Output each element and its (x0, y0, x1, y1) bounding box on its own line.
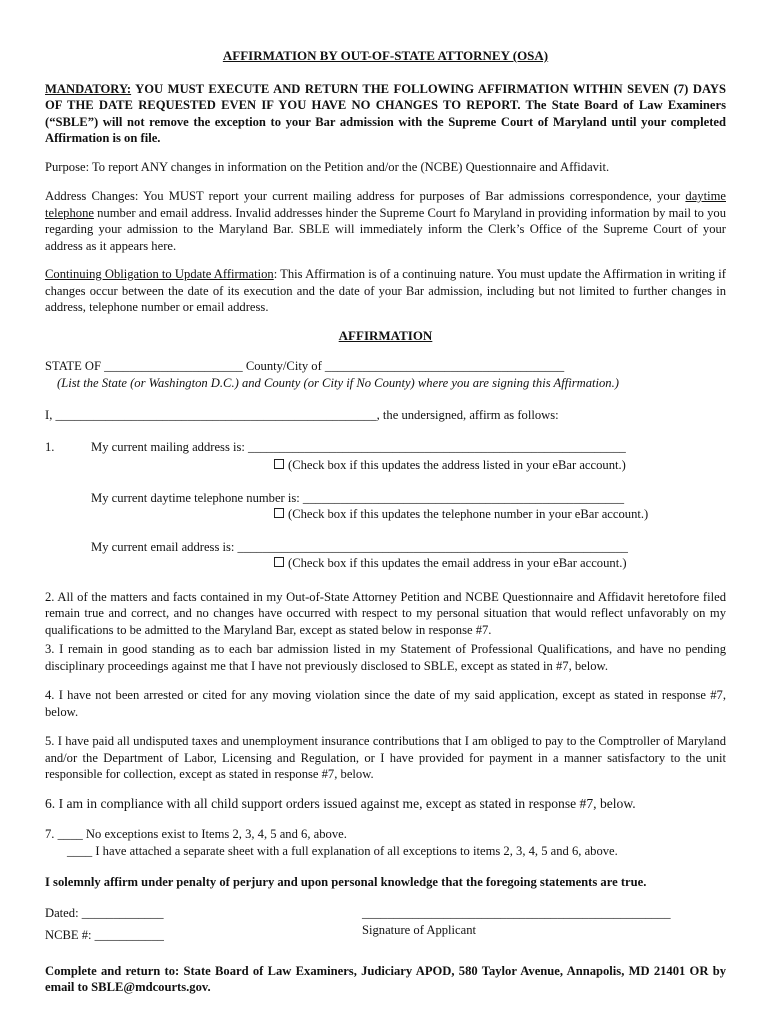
item-3-text: 3. I remain in good standing as to each bar admission listed in my Statement of Professional Qualifications, and have no pending disciplinary proceedings against me that I have not previously disclosed to SBLE, except as stated in #7, below. (45, 642, 726, 673)
mandatory-text: YOU MUST EXECUTE AND RETURN THE FOLLOWING AFFIRMATION WITHIN SEVEN (7) DAYS OF THE DATE REQUESTED EVEN IF YOU HAVE NO CHANGES TO REPORT. The State Board of Law Examiners (“SBLE”) will not remove the exception to your Bar admission with the Supreme Court of Maryland until your completed Affirmation is on file. (45, 81, 726, 145)
address-changes-text (45, 188, 726, 254)
state-county-line[interactable]: STATE OF ______________________ County/City of ______________________________________ (45, 359, 565, 373)
phone-update-checkbox[interactable] (274, 508, 284, 518)
item-2-text: 2. All of the matters and facts contained in my Out-of-State Attorney Petition and NCBE Questionnaire and Affidavit heretofore filed remain true and correct, and no changes have occurred with respect to my personal situation that would reflect unfavorably on my qualifications to be admitted to the Maryland Bar, except as stated below in response #7. (45, 589, 726, 637)
signature-line[interactable]: _________________________________________________ (362, 905, 671, 920)
mailing-check-row (45, 457, 726, 474)
address-changes-underlined: daytime telephone (45, 189, 726, 220)
continuing-obligation-text (45, 266, 726, 316)
item-4-text: 4. I have not been arrested or cited for any moving violation since the date of my said application, except as stated in response #7, below. (45, 688, 726, 719)
ncbe-number-field[interactable]: NCBE #: ___________ (45, 927, 164, 942)
email-update-checkbox[interactable] (274, 557, 284, 567)
continuing-label: Continuing Obligation to Update Affirmation (45, 267, 274, 281)
solemn-affirmation: I solemnly affirm under penalty of perjury and upon personal knowledge that the foregoing statements are true. (45, 875, 647, 889)
mailing-update-checkbox[interactable] (274, 459, 284, 469)
phone-check-row (45, 506, 726, 523)
item-5-text: 5. I have paid all undisputed taxes and unemployment insurance contributions that I am obliged to pay to the Comptroller of Maryland and/or the Department of Labor, Licensing and Regulation, or I have provided for payment in a manner satisfactory to the unit responsible for collection, except as stated in response #7, below. (45, 734, 726, 781)
mailing-address-field[interactable]: My current mailing address is: ____________________________________________________________ (91, 439, 626, 454)
item-7-no-exceptions[interactable]: 7. ____ No exceptions exist to Items 2, 3, 4, 5 and 6, above. (45, 827, 347, 841)
address-changes-after: number and email address. Invalid addresses hinder the Supreme Court fo Maryland in providing information by mail to you regarding your admission to the Maryland Bar. SBLE will immediately inform the Clerk’s Office of the Supreme Court of your address as it appears here. (45, 205, 726, 253)
purpose-text: Purpose: To report ANY changes in information on the Petition and/or the (NCBE) Questionnaire and Affidavit. (45, 159, 610, 174)
mandatory-label: MANDATORY: (45, 81, 132, 96)
item-1-number: 1. (45, 439, 55, 454)
mandatory-notice (45, 81, 726, 147)
continuing-body: : This Affirmation is of a continuing nature. You must update the Affirmation in writing if changes occur between the date of its execution and the date of your Bar admission, including but not limited to further changes in address, telephone number or email address. (45, 267, 726, 314)
return-instructions: Complete and return to: State Board of Law Examiners, Judiciary APOD, 580 Taylor Avenue, Annapolis, MD 21401 OR by email to SBLE@mdcourts.gov. (45, 963, 726, 994)
item-7-attached-sheet[interactable]: ____ I have attached a separate sheet with a full explanation of all exceptions to items 2, 3, 4, 5 and 6, above. (67, 843, 618, 858)
item-1-mailing (45, 439, 726, 456)
phone-field[interactable]: My current daytime telephone number is: ___________________________________________________ (91, 490, 625, 505)
affirmation-heading: AFFIRMATION (338, 327, 433, 343)
applicant-name-line[interactable]: I, ___________________________________________________, the undersigned, affirm as follows: (45, 408, 559, 422)
item-6-text: 6. I am in compliance with all child support orders issued against me, except as stated in response #7, below. (45, 795, 636, 811)
email-field[interactable]: My current email address is: ______________________________________________________________ (91, 539, 628, 554)
form-title: AFFIRMATION BY OUT-OF-STATE ATTORNEY (OSA) (222, 48, 549, 63)
address-changes-before: Address Changes: You MUST report your current mailing address for purposes of Bar admissions correspondence, your (45, 189, 686, 203)
email-check-label: (Check box if this updates the email address in your eBar account.) (288, 556, 627, 570)
email-check-row (45, 555, 726, 572)
signature-block (45, 905, 726, 953)
item-7 (45, 826, 726, 859)
affirmation-form (45, 48, 726, 996)
mailing-check-label: (Check box if this updates the address listed in your eBar account.) (288, 458, 626, 472)
phone-check-label: (Check box if this updates the telephone number in your eBar account.) (288, 507, 649, 521)
dated-field[interactable]: Dated: _____________ (45, 905, 164, 920)
signature-label: Signature of Applicant (362, 922, 477, 937)
state-county-note: (List the State (or Washington D.C.) and County (or City if No County) where you are signing this Affirmation.) (57, 375, 619, 390)
